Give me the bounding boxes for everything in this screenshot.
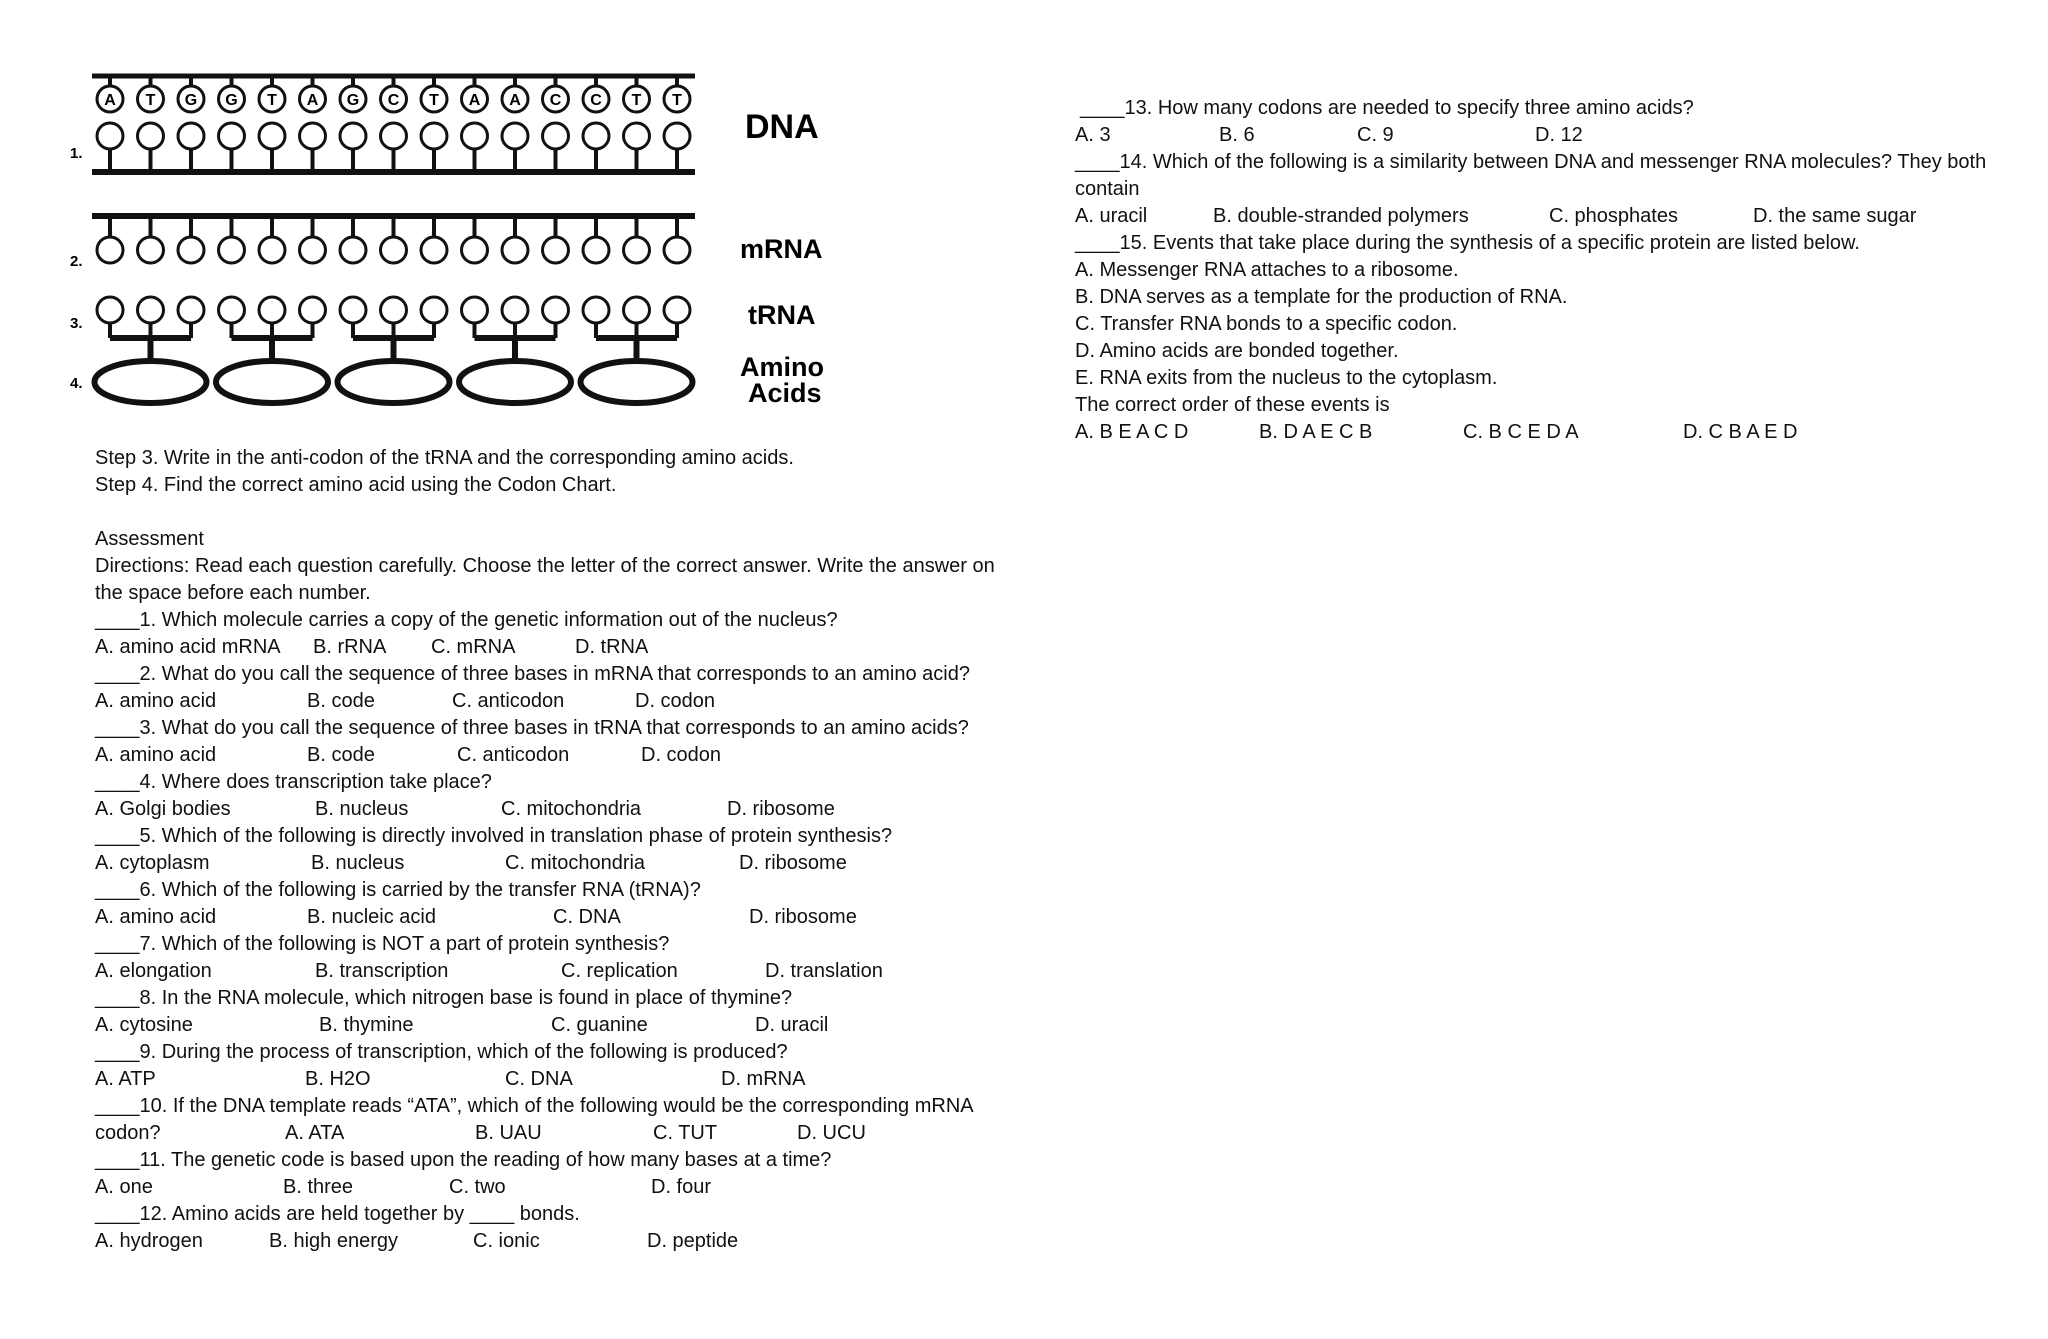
option-a[interactable]: A. ATA — [285, 1122, 345, 1144]
amino-acid-chain — [95, 338, 693, 403]
options — [95, 1174, 1015, 1201]
trna-label: tRNA — [748, 300, 816, 330]
question-text: ____6. Which of the following is carried by the transfer RNA (tRNA)? — [95, 879, 701, 901]
options — [95, 742, 1015, 769]
trna-strand — [97, 297, 690, 338]
dna-base-letter: T — [267, 92, 277, 109]
option-a[interactable]: A. uracil — [1075, 205, 1148, 227]
option-d[interactable]: D. mRNA — [721, 1068, 806, 1090]
mrna-base-circle — [502, 237, 528, 263]
options — [95, 1066, 1015, 1093]
question-continuation: codon? — [95, 1122, 161, 1144]
option-b[interactable]: B. UAU — [475, 1122, 542, 1144]
question-4 — [95, 769, 1015, 823]
options — [95, 1120, 1015, 1147]
trna-base-circle — [583, 297, 609, 323]
option-b[interactable]: B. rRNA — [313, 636, 387, 658]
dna-complement-circle — [421, 123, 447, 149]
question-10 — [95, 1093, 1015, 1147]
question-6 — [95, 877, 1015, 931]
dna-base-letter: G — [225, 92, 238, 109]
trna-base-circle — [624, 297, 650, 323]
dna-complement-circle — [178, 123, 204, 149]
option-d[interactable]: D. ribosome — [739, 852, 847, 874]
question-text: ____15. Events that take place during the synthesis of a specific protein are listed below. — [1075, 232, 1860, 254]
event-b: B. DNA serves as a template for the production of RNA. — [1075, 286, 1568, 308]
left-column — [95, 445, 1015, 1255]
dna-complement-circle — [381, 123, 407, 149]
question-12 — [95, 1201, 1015, 1255]
mrna-base-circle — [219, 237, 245, 263]
options — [95, 958, 1015, 985]
option-c[interactable]: C. B C E D A — [1463, 421, 1579, 443]
mrna-base-circle — [543, 237, 569, 263]
dna-complement-circle — [219, 123, 245, 149]
option-c[interactable]: C. DNA — [505, 1068, 573, 1090]
dna-complement-circle — [624, 123, 650, 149]
question-text: ____5. Which of the following is directly involved in translation phase of protein synthesis? — [95, 825, 893, 847]
question-text: ____8. In the RNA molecule, which nitrogen base is found in place of thymine? — [95, 987, 793, 1009]
option-b[interactable]: B. nucleic acid — [307, 906, 436, 928]
option-c[interactable]: C. anticodon — [457, 744, 570, 766]
question-3 — [95, 715, 1015, 769]
option-b[interactable]: B. thymine — [319, 1014, 414, 1036]
option-b[interactable]: B. double-stranded polymers — [1213, 205, 1469, 227]
amino-acid-ellipse — [581, 361, 693, 403]
question-14 — [1075, 149, 2025, 230]
step-4: Step 4. Find the correct amino acid using the Codon Chart. — [95, 474, 617, 496]
dna-complement-circle — [300, 123, 326, 149]
dna-complement-circle — [259, 123, 285, 149]
options — [95, 850, 1015, 877]
option-c[interactable]: C. two — [449, 1176, 506, 1198]
dna-strand — [92, 76, 695, 172]
dna-base-letter: A — [509, 92, 521, 109]
options — [95, 1228, 1015, 1255]
option-a[interactable]: A. cytosine — [95, 1014, 193, 1036]
assessment-directions: Directions: Read each question carefully. Choose the letter of the correct answer. Write the answer on the space before each number. — [95, 555, 995, 604]
event-c: C. Transfer RNA bonds to a specific codon. — [1075, 313, 1458, 335]
dna-complement-circle — [340, 123, 366, 149]
dna-base-letter: C — [387, 92, 400, 109]
option-b[interactable]: B. three — [283, 1176, 354, 1198]
option-d[interactable]: D. codon — [635, 690, 716, 712]
option-d[interactable]: D. C B A E D — [1683, 421, 1798, 443]
option-a[interactable]: A. B E A C D — [1075, 421, 1189, 443]
question-continuation: contain — [1075, 178, 1140, 200]
amino-acid-ellipse — [216, 361, 328, 403]
trna-base-circle — [381, 297, 407, 323]
question-text: ____9. During the process of transcription, which of the following is produced? — [95, 1041, 788, 1063]
trna-base-circle — [178, 297, 204, 323]
event-e: E. RNA exits from the nucleus to the cytoplasm. — [1075, 367, 1498, 389]
dna-base-letter: T — [429, 92, 439, 109]
question-1 — [95, 607, 1015, 661]
option-d[interactable]: D. translation — [765, 960, 883, 982]
mrna-base-circle — [462, 237, 488, 263]
dna-base-letter: T — [145, 92, 156, 109]
amino-label-line2: Acids — [748, 378, 822, 408]
row-number-2: 2. — [70, 253, 83, 270]
mrna-base-circle — [340, 237, 366, 263]
question-text: ____13. How many codons are needed to specify three amino acids? — [1080, 97, 1694, 119]
mrna-base-circle — [178, 237, 204, 263]
dna-base-letter: G — [346, 92, 360, 109]
option-c[interactable]: C. ionic — [473, 1230, 540, 1252]
option-c[interactable]: C. mitochondria — [505, 852, 646, 874]
question-text: ____1. Which molecule carries a copy of the genetic information out of the nucleus? — [95, 609, 838, 631]
mrna-base-circle — [583, 237, 609, 263]
question-2 — [95, 661, 1015, 715]
options — [1075, 122, 2025, 149]
row-number-1: 1. — [70, 145, 83, 162]
trna-base-circle — [421, 297, 447, 323]
dna-complement-circle — [543, 123, 569, 149]
option-a[interactable]: A. amino acid — [95, 906, 217, 928]
spacer — [95, 499, 1015, 526]
mrna-base-circle — [381, 237, 407, 263]
option-a[interactable]: A. hydrogen — [95, 1230, 203, 1252]
dna-complement-circle — [502, 123, 528, 149]
question-text: ____11. The genetic code is based upon the reading of how many bases at a time? — [95, 1149, 832, 1171]
question-text: ____14. Which of the following is a similarity between DNA and messenger RNA molecules? They both — [1075, 151, 1987, 173]
trna-base-circle — [259, 297, 285, 323]
question-text: ____2. What do you call the sequence of three bases in mRNA that corresponds to an amino acid? — [95, 663, 970, 685]
mrna-base-circle — [259, 237, 285, 263]
dna-complement-circle — [583, 123, 609, 149]
option-c[interactable]: C. TUT — [653, 1122, 718, 1144]
option-a[interactable]: A. amino acid — [95, 690, 217, 712]
options — [95, 1012, 1015, 1039]
trna-base-circle — [300, 297, 326, 323]
mrna-base-circle — [300, 237, 326, 263]
option-b[interactable]: B. high energy — [269, 1230, 398, 1252]
option-d[interactable]: D. four — [651, 1176, 712, 1198]
assessment-title: Assessment — [95, 528, 204, 550]
diagram-svg — [70, 66, 840, 426]
options — [95, 688, 1015, 715]
option-b[interactable]: B. transcription — [315, 960, 449, 982]
mrna-strand — [92, 216, 695, 263]
question-5 — [95, 823, 1015, 877]
option-a[interactable]: A. elongation — [95, 960, 212, 982]
dna-complement-circle — [138, 123, 164, 149]
option-b[interactable]: B. D A E C B — [1259, 421, 1373, 443]
trna-base-circle — [219, 297, 245, 323]
option-a[interactable]: A. one — [95, 1176, 153, 1198]
trna-base-circle — [97, 297, 123, 323]
option-b[interactable]: B. code — [307, 690, 375, 712]
dna-base-letter: A — [306, 92, 319, 109]
dna-base-letter: A — [468, 92, 481, 109]
option-a[interactable]: A. amino acid — [95, 744, 217, 766]
option-a[interactable]: A. cytoplasm — [95, 852, 210, 874]
order-prompt: The correct order of these events is — [1075, 394, 1390, 416]
option-a[interactable]: A. amino acid mRNA — [95, 636, 281, 658]
protein-synthesis-diagram — [70, 66, 840, 426]
question-text: ____12. Amino acids are held together by ____ bonds. — [95, 1203, 580, 1225]
options — [1075, 419, 2025, 446]
option-c[interactable]: C. guanine — [551, 1014, 648, 1036]
option-b[interactable]: B. H2O — [305, 1068, 371, 1090]
option-d[interactable]: D. tRNA — [575, 636, 649, 658]
question-11 — [95, 1147, 1015, 1201]
options — [95, 634, 1015, 661]
option-c[interactable]: C. 9 — [1357, 124, 1394, 146]
option-c[interactable]: C. mRNA — [431, 636, 516, 658]
mrna-base-circle — [138, 237, 164, 263]
option-a[interactable]: A. ATP — [95, 1068, 156, 1090]
option-d[interactable]: D. the same sugar — [1753, 205, 1917, 227]
dna-base-letter: T — [631, 92, 642, 109]
option-a[interactable]: A. 3 — [1075, 124, 1111, 146]
question-15 — [1075, 230, 2025, 446]
option-b[interactable]: B. nucleus — [315, 798, 409, 820]
option-d[interactable]: D. uracil — [755, 1014, 829, 1036]
dna-label: DNA — [745, 108, 819, 146]
trna-base-circle — [462, 297, 488, 323]
question-13 — [1075, 95, 2025, 149]
option-b[interactable]: B. nucleus — [311, 852, 405, 874]
mrna-label: mRNA — [740, 234, 823, 264]
option-c[interactable]: C. replication — [561, 960, 678, 982]
mrna-base-circle — [97, 237, 123, 263]
dna-base-letter: A — [104, 92, 116, 109]
mrna-base-circle — [624, 237, 650, 263]
trna-base-circle — [138, 297, 164, 323]
question-text: ____7. Which of the following is NOT a part of protein synthesis? — [95, 933, 670, 955]
step-3: Step 3. Write in the anti-codon of the tRNA and the corresponding amino acids. — [95, 447, 794, 469]
dna-base-letter: T — [672, 92, 682, 109]
option-c[interactable]: C. mitochondria — [501, 798, 642, 820]
event-d: D. Amino acids are bonded together. — [1075, 340, 1399, 362]
amino-acid-ellipse — [95, 361, 207, 403]
option-d[interactable]: D. codon — [641, 744, 722, 766]
mrna-base-circle — [664, 237, 690, 263]
amino-acid-ellipse — [338, 361, 450, 403]
options — [95, 904, 1015, 931]
question-8 — [95, 985, 1015, 1039]
option-d[interactable]: D. ribosome — [727, 798, 835, 820]
trna-base-circle — [340, 297, 366, 323]
option-d[interactable]: D. peptide — [647, 1230, 739, 1252]
question-text: ____4. Where does transcription take place? — [95, 771, 492, 793]
mrna-base-circle — [421, 237, 447, 263]
dna-base-letter: C — [590, 92, 602, 109]
question-7 — [95, 931, 1015, 985]
row-number-3: 3. — [70, 315, 83, 332]
question-9 — [95, 1039, 1015, 1093]
option-a[interactable]: A. Golgi bodies — [95, 798, 231, 820]
option-d[interactable]: D. UCU — [797, 1122, 866, 1144]
right-column — [1075, 95, 2025, 446]
trna-base-circle — [664, 297, 690, 323]
row-number-4: 4. — [70, 375, 83, 392]
dna-base-letter: G — [184, 92, 198, 109]
option-b[interactable]: B. 6 — [1219, 124, 1255, 146]
option-c[interactable]: C. anticodon — [452, 690, 565, 712]
option-d[interactable]: D. 12 — [1535, 124, 1583, 146]
amino-acid-ellipse — [459, 361, 571, 403]
dna-base-letter: C — [549, 92, 562, 109]
option-c[interactable]: C. phosphates — [1549, 205, 1678, 227]
trna-base-circle — [543, 297, 569, 323]
dna-complement-circle — [97, 123, 123, 149]
options — [1075, 203, 2025, 230]
option-d[interactable]: D. ribosome — [749, 906, 857, 928]
option-c[interactable]: C. DNA — [553, 906, 621, 928]
question-text: ____10. If the DNA template reads “ATA”, which of the following would be the corresponding mRNA — [95, 1095, 974, 1117]
question-text: ____3. What do you call the sequence of three bases in tRNA that corresponds to an amino acids? — [95, 717, 969, 739]
amino-label-line1: Amino — [740, 352, 824, 382]
option-b[interactable]: B. code — [307, 744, 375, 766]
dna-complement-circle — [664, 123, 690, 149]
event-a: A. Messenger RNA attaches to a ribosome. — [1075, 259, 1459, 281]
dna-complement-circle — [462, 123, 488, 149]
options — [95, 796, 1015, 823]
trna-base-circle — [502, 297, 528, 323]
